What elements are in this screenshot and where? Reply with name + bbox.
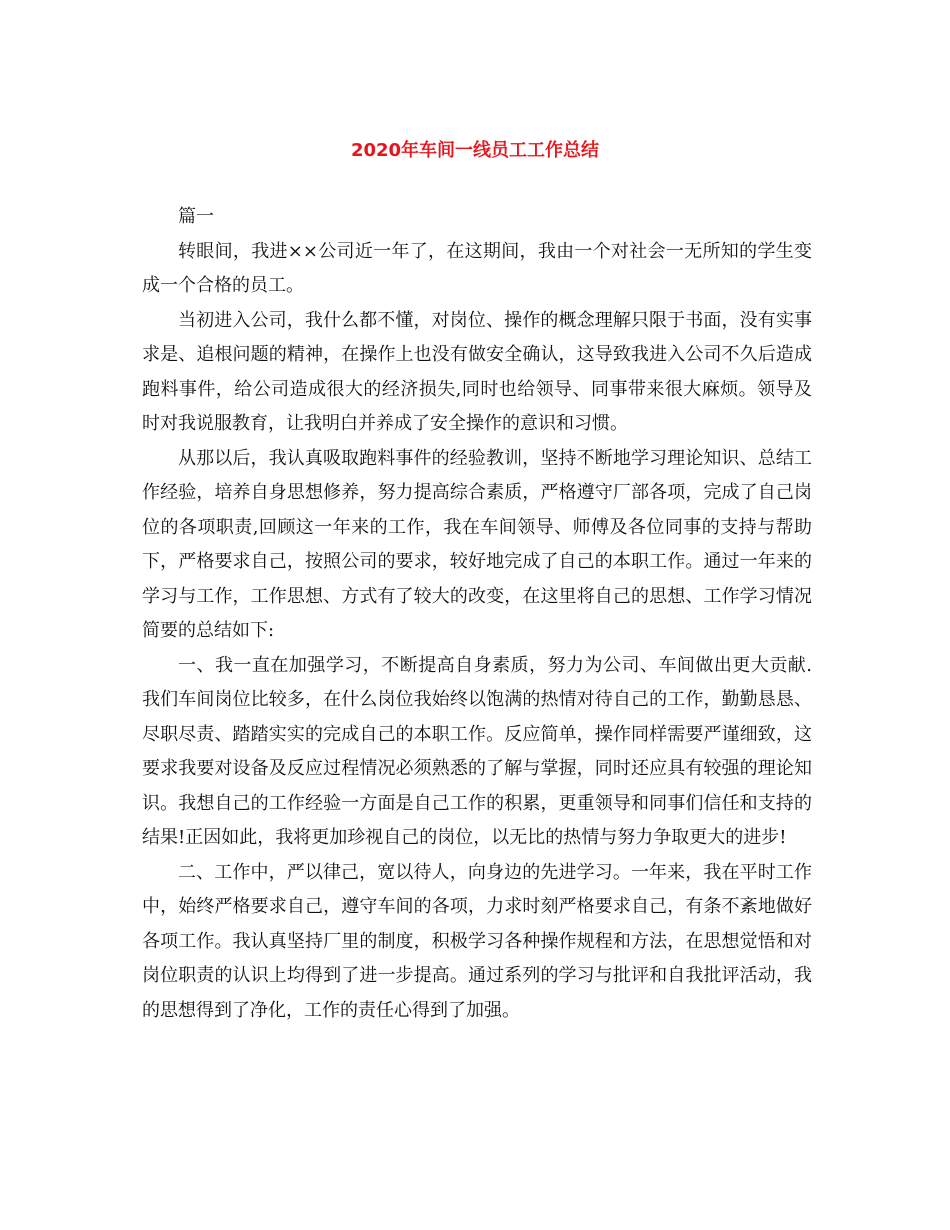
paragraph-intro: 转眼间，我进××公司近一年了，在这期间，我由一个对社会一无所知的学生变成一个合格的员工。 <box>142 240 812 296</box>
paragraph-lessons-learned: 从那以后，我认真吸取跑料事件的经验教训，坚持不断地学习理论知识、总结工作经验，培养自身思想修养，努力提高综合素质，严格遵守厂部各项，完成了自己岗位的各项职责,回顾这一年来的工作，我在车间领导、师傅及各位同事的支持与帮助下，严格要求自己，按照公司的要求，较好地完成了自己的本职工作。通过一年来的学习与工作，工作思想、方式有了较大的改变，在这里将自己的思想、工作学习情况简要的总结如下: <box>142 447 812 641</box>
paragraph-point-one: 一、我一直在加强学习，不断提高自身素质，努力为公司、车间做出更大贡献.我们车间岗位比较多，在什么岗位我始终以饱满的热情对待自己的工作，勤勤恳恳、尽职尽责、踏踏实实的完成自己的本职工作。反应简单，操作同样需要严谨细致，这要求我要对设备及反应过程情况必须熟悉的了解与掌握，同时还应具有较强的理论知识。我想自己的工作经验一方面是自己工作的积累，更重领导和同事们信任和支持的结果!正因如此，我将更加珍视自己的岗位，以无比的热情与努力争取更大的进步! <box>142 654 812 848</box>
paragraph-initial-experience: 当初进入公司，我什么都不懂，对岗位、操作的概念理解只限于书面，没有实事求是、追根问题的精神，在操作上也没有做安全确认，这导致我进入公司不久后造成跑料事件，给公司造成很大的经济损失,同时也给领导、同事带来很大麻烦。领导及时对我说服教育，让我明白并养成了安全操作的意识和习惯。 <box>142 309 812 434</box>
section-label: 篇一 <box>178 206 214 227</box>
paragraph-point-two: 二、工作中，严以律己，宽以待人，向身边的先进学习。一年来，我在平时工作中，始终严格要求自己，遵守车间的各项，力求时刻严格要求自己，有条不紊地做好各项工作。我认真坚持厂里的制度，积极学习各种操作规程和方法，在思想觉悟和对岗位职责的认识上均得到了进一步提高。通过系列的学习与批评和自我批评活动，我的思想得到了净化，工作的责任心得到了加强。 <box>142 861 812 1021</box>
document-title: 2020年车间一线员工工作总结 <box>350 140 600 161</box>
document-body <box>142 200 812 1028</box>
